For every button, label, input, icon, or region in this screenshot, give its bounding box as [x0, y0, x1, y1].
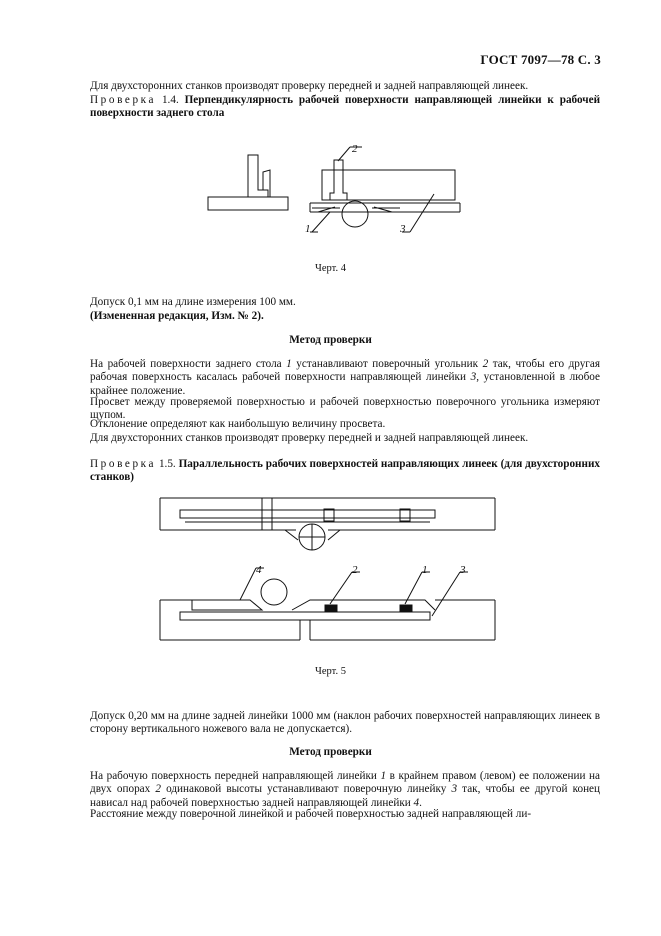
method1-paragraph-2: Просвет между проверяемой поверхностью и рабочей поверхностью поверочного угольника измеряют щупом. — [90, 396, 600, 422]
method1-paragraph-1: На рабочей поверхности заднего стола 1 устанавливают поверочный угольник 2 так, чтобы его другая рабочая поверхность касалась рабочей поверхности направляющей линейки 3, установленной в любое крайнее положение. — [90, 358, 601, 397]
method2-paragraph-2: Расстояние между поверочной линейкой и рабочей поверхностью задней направляющей ли- — [90, 808, 532, 820]
fig5-label-4: 4 — [256, 564, 262, 576]
tolerance-1-4: Допуск 0,1 мм на длине измерения 100 мм. — [90, 296, 296, 308]
check-title: Параллельность рабочих поверхностей направляющих линеек (для двухсторонних станков) — [90, 458, 600, 484]
fig5-label-3: 3 — [460, 564, 466, 576]
fig4-label-3: 3 — [400, 223, 406, 235]
method1-paragraph-4: Для двухсторонних станков производят проверку передней и задней направляющей линеек. — [90, 432, 529, 444]
tolerance-1-5: Допуск 0,20 мм на длине задней линейки 1000 мм (наклон рабочих поверхностей направляющих линеек в сторону вертикального ножевого вала не допускается). — [90, 710, 600, 736]
check-title: Перпендикулярность рабочей поверхности направляющей линейки к рабочей поверхности заднего стола — [90, 94, 601, 120]
page-header: ГОСТ 7097—78 С. 3 — [480, 52, 601, 67]
method-heading-2: Метод проверки — [289, 746, 372, 758]
check-number: 1.5. — [158, 458, 176, 470]
fig4-label-1: 1 — [305, 223, 311, 235]
method-heading-1: Метод проверки — [289, 334, 372, 346]
fig4-label-2: 2 — [352, 143, 358, 155]
check-number: 1.4. — [161, 94, 179, 106]
fig4-right-table — [310, 147, 460, 232]
check-label: Проверка — [90, 94, 157, 106]
check-label: Проверка — [90, 458, 157, 470]
method2-paragraph-1: На рабочую поверхность передней направляющей линейки 1 в крайнем правом (левом) ее положении на двух опорах 2 одинаковой высоты устанавливают поверочную линейку 3 так, чтобы ее другой конец нависал над рабочей поверхностью задней направляющей линейки 4. — [90, 770, 601, 809]
paragraph-intro: Для двухсторонних станков производят проверку передней и задней направляющей линеек. — [90, 80, 529, 92]
fig5-caption: Черт. 5 — [315, 666, 346, 677]
fig4-left-square — [208, 155, 288, 210]
check-1-5-heading — [90, 458, 600, 485]
edited-note: (Измененная редакция, Изм. № 2). — [90, 310, 264, 322]
fig5-label-1: 1 — [422, 564, 428, 576]
method1-paragraph-3: Отклонение определяют как наибольшую величину просвета. — [90, 418, 386, 430]
fig5-label-2: 2 — [352, 564, 358, 576]
fig4-caption: Черт. 4 — [315, 263, 346, 274]
